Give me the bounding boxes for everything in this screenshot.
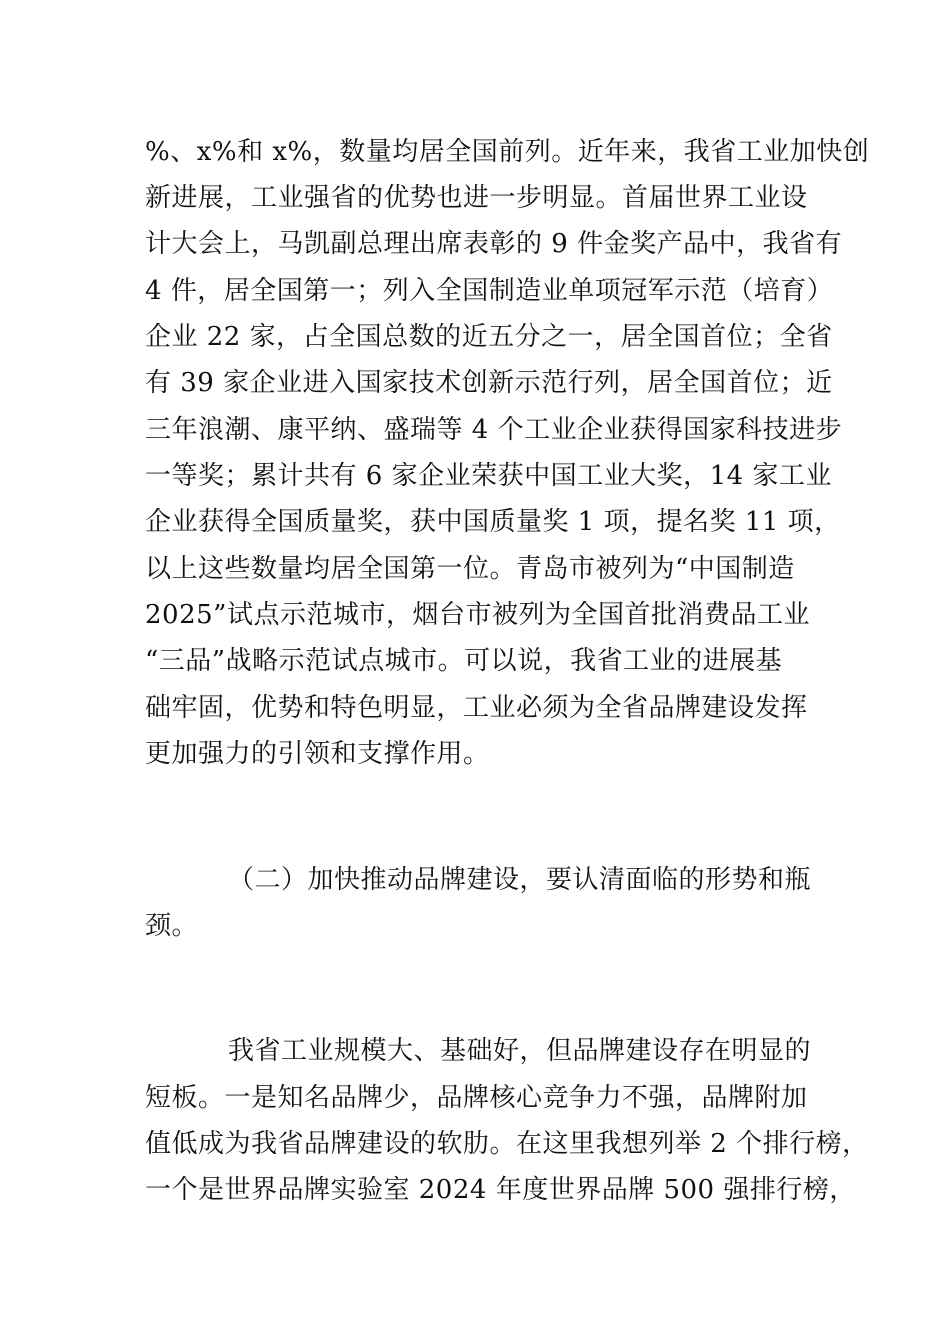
body-text-line: 计大会上，马凯副总理出席表彰的 9 件金奖产品中，我省有 [145,229,843,259]
body-text-line: “三品”战略示范试点城市。可以说，我省工业的进展基 [145,646,783,676]
section-heading: （二）加快推动品牌建设，要认清面临的形势和瓶 [228,865,812,895]
body-text-line: 以上这些数量均居全国第一位。青岛市被列为“中国制造 [145,554,795,584]
body-text-line: 我省工业规模大、基础好，但品牌建设存在明显的 [228,1036,812,1066]
section-heading-continuation: 颈。 [145,911,199,941]
body-text-line: 企业 22 家，占全国总数的近五分之一，居全国首位；全省 [145,322,833,352]
body-text-line: 4 件，居全国第一；列入全国制造业单项冠军示范（培育） [145,276,834,306]
body-text-line: 一等奖；累计共有 6 家企业荣获中国工业大奖，14 家工业 [145,461,832,491]
body-text-line: 短板。一是知名品牌少，品牌核心竞争力不强，品牌附加 [145,1083,808,1113]
body-text-line: 一个是世界品牌实验室 2024 年度世界品牌 500 强排行榜， [145,1175,856,1205]
body-text-line: 更加强力的引领和支撑作用。 [145,739,490,769]
body-text-line: 值低成为我省品牌建设的软肋。在这里我想列举 2 个排行榜， [145,1129,869,1159]
body-text-line: 三年浪潮、康平纳、盛瑞等 4 个工业企业获得国家科技进步 [145,415,843,445]
body-text-line: %、x%和 x%，数量均居全国前列。近年来，我省工业加快创 [145,137,870,167]
body-text-line: 础牢固，优势和特色明显，工业必须为全省品牌建设发挥 [145,693,808,723]
body-text-line: 有 39 家企业进入国家技术创新示范行列，居全国首位；近 [145,368,833,398]
body-text-line: 新进展，工业强省的优势也进一步明显。首届世界工业设 [145,183,808,213]
body-text-line: 2025”试点示范城市，烟台市被列为全国首批消费品工业 [145,600,810,630]
body-text-line: 企业获得全国质量奖，获中国质量奖 1 项，提名奖 11 项， [145,507,841,537]
